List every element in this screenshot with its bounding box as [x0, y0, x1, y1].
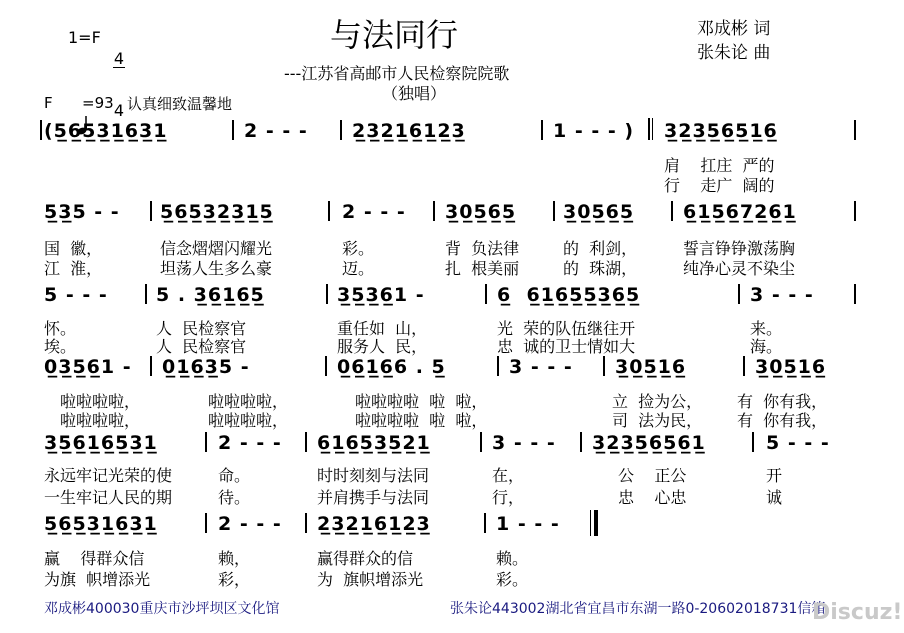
measure: 2̲3̲2̲1̲6̲1̲2̲3̲ — [352, 120, 466, 142]
measure: (5̲6̲5̲3̲1̲6̲3̲1̲ — [44, 120, 168, 142]
measure: 2 - - - — [218, 513, 282, 535]
lyric: 誓言铮铮激荡胸 — [683, 239, 796, 258]
lyric: 坦荡人生多么豪 — [160, 259, 273, 278]
lyric: 埃。 — [44, 337, 77, 356]
lyric: 待。 — [218, 488, 251, 507]
lyric: 啦啦啦啦， — [208, 392, 289, 411]
lyric: 司 法为民， — [612, 411, 703, 430]
lyric: 扎 根美丽 — [445, 259, 520, 278]
measure: 3 - - - — [492, 432, 556, 454]
subtitle: ---江苏省高邮市人民检察院院歌 — [284, 64, 510, 83]
measure: 5̲6̲5̲3̲2̲3̲1̲5̲ — [160, 201, 274, 223]
lyric: 赢得群众的信 — [317, 549, 414, 568]
lyric: 立 捡为公， — [612, 392, 703, 411]
measure: 3̲0̲5̲6̲5̲ — [445, 201, 517, 223]
lyric: 赢 得群众信 — [44, 549, 145, 568]
page-title: 与法同行 — [330, 16, 459, 54]
lyric-line-1: 肩 扛庄 严的 — [664, 156, 775, 175]
lyric: 啦啦啦啦， — [60, 411, 141, 430]
lyric: 时时刻刻与法同 — [317, 466, 430, 485]
performance-note: （独唱） — [382, 84, 447, 103]
lyric: 公 正公 — [618, 466, 687, 485]
measure: 0̲6̲1̲6̲6 . 5̲ — [337, 356, 446, 378]
time-signature-top: 4 — [113, 49, 125, 68]
lyric: 背 负法律 — [445, 239, 520, 258]
measure: 1 - - - ) — [553, 120, 635, 142]
lyric: 在， — [492, 466, 525, 485]
lyric: 江 淮， — [44, 259, 103, 278]
lyric: 的 利剑， — [563, 239, 638, 258]
measure: 2 - - - — [218, 432, 282, 454]
tempo-key: F — [44, 94, 53, 112]
measure: 3̲0̲5̲6̲5̲ — [563, 201, 635, 223]
measure: 2̲3̲2̲1̲6̲1̲2̲3̲ — [317, 513, 431, 535]
measure: 0̲3̲5̲6̲1 - — [44, 356, 132, 378]
measure: 3̲5̲6̲1̲6̲5̲3̲1̲ — [44, 432, 158, 454]
expression-mark: 认真细致温馨地 — [127, 95, 233, 113]
measure: 6̲1̲6̲5̲3̲5̲2̲1̲ — [317, 432, 431, 454]
measure: 3̲5̲3̲6̲1 - — [337, 284, 425, 306]
lyric: 啦啦啦啦 啦 啦， — [355, 392, 488, 411]
lyric: 诚 — [766, 488, 783, 507]
footer-right-address: 张朱论443002湖北省宜昌市东湖一路0-20602018731信箱 — [450, 601, 826, 617]
lyric: 啦啦啦啦 啦 啦， — [355, 411, 488, 430]
lyric: 赖， — [218, 549, 251, 568]
lyric: 服务人 民， — [337, 337, 428, 356]
lyric: 来。 — [750, 319, 783, 338]
measure: 0̲1̲6̲3̲5 - — [162, 356, 250, 378]
measure: 5̲6̲5̲3̲1̲6̲3̲1̲ — [44, 513, 158, 535]
lyric: 纯净心灵不染尘 — [683, 259, 796, 278]
lyric: 的 珠湖， — [563, 259, 638, 278]
lyric: 并肩携手与法同 — [317, 488, 430, 507]
lyric: 忠 诚的卫士情如大 — [497, 337, 636, 356]
key-signature: 1=F — [68, 28, 101, 47]
measure: 5 . 3̲6̲1̲6̲5̲ — [156, 284, 265, 306]
measure: 3̲2̲3̲5̲6̲5̲1̲6̲ — [664, 120, 778, 142]
lyric: 为 旗帜增添光 — [317, 570, 424, 589]
lyricist-credit: 邓成彬 词 — [697, 19, 771, 39]
lyric: 命。 — [218, 466, 251, 485]
lyric: 彩。 — [496, 570, 529, 589]
lyric: 迈。 — [342, 259, 375, 278]
measure: 1 - - - — [496, 513, 560, 535]
measure: 3̲2̲3̲5̲6̲5̲6̲1̲ — [592, 432, 706, 454]
lyric: 国 徽， — [44, 239, 103, 258]
lyric: 为旗 帜增添光 — [44, 570, 151, 589]
quarter-note-icon — [67, 96, 81, 116]
lyric: 怀。 — [44, 319, 77, 338]
lyric: 啦啦啦啦， — [208, 411, 289, 430]
lyric: 一生牢记人民的期 — [44, 488, 173, 507]
time-signature — [113, 16, 125, 136]
lyric: 开 — [766, 466, 783, 485]
lyric: 彩， — [218, 570, 251, 589]
measure: 5 - - - — [766, 432, 830, 454]
lyric: 彩。 — [342, 239, 375, 258]
lyric: 忠 心忠 — [618, 488, 687, 507]
measure: 3 - - - — [509, 356, 573, 378]
measure: 2 - - - — [244, 120, 308, 142]
lyric-line-2: 行 走广 阔的 — [664, 176, 775, 195]
lyric: 海。 — [750, 337, 783, 356]
lyric: 信念熠熠闪耀光 — [160, 239, 273, 258]
lyric: 啦啦啦啦， — [60, 392, 141, 411]
tempo-value: =93 — [82, 94, 114, 112]
measure: 6̲1̲5̲6̲7̲2̲6̲1̲ — [683, 201, 797, 223]
lyric: 光 荣的队伍继往开 — [497, 319, 636, 338]
lyric: 重任如 山， — [337, 319, 428, 338]
measure: 5̲3̲5 - - — [44, 201, 120, 223]
measure: 5 - - - — [44, 284, 108, 306]
measure: 6̲ 6̲1̲6̲5̲5̲3̲6̲5̲ — [497, 284, 641, 306]
lyric: 有 你有我， — [737, 411, 828, 430]
lyric: 行， — [492, 488, 525, 507]
lyric: 有 你有我， — [737, 392, 828, 411]
watermark: Discuz! — [812, 600, 903, 625]
measure: 3̲0̲5̲1̲6̲ — [755, 356, 827, 378]
measure: 3̲0̲5̲1̲6̲ — [615, 356, 687, 378]
lyric: 人 民检察官 — [156, 319, 247, 338]
measure: 3 - - - — [750, 284, 814, 306]
lyric: 赖。 — [496, 549, 529, 568]
time-signature-bottom: 4 — [113, 101, 125, 120]
lyric: 人 民检察官 — [156, 337, 247, 356]
composer-credit: 张朱论 曲 — [697, 43, 771, 63]
lyric: 永远牢记光荣的使 — [44, 466, 173, 485]
footer-left-address: 邓成彬400030重庆市沙坪坝区文化馆 — [44, 601, 280, 617]
measure: 2 - - - — [342, 201, 406, 223]
